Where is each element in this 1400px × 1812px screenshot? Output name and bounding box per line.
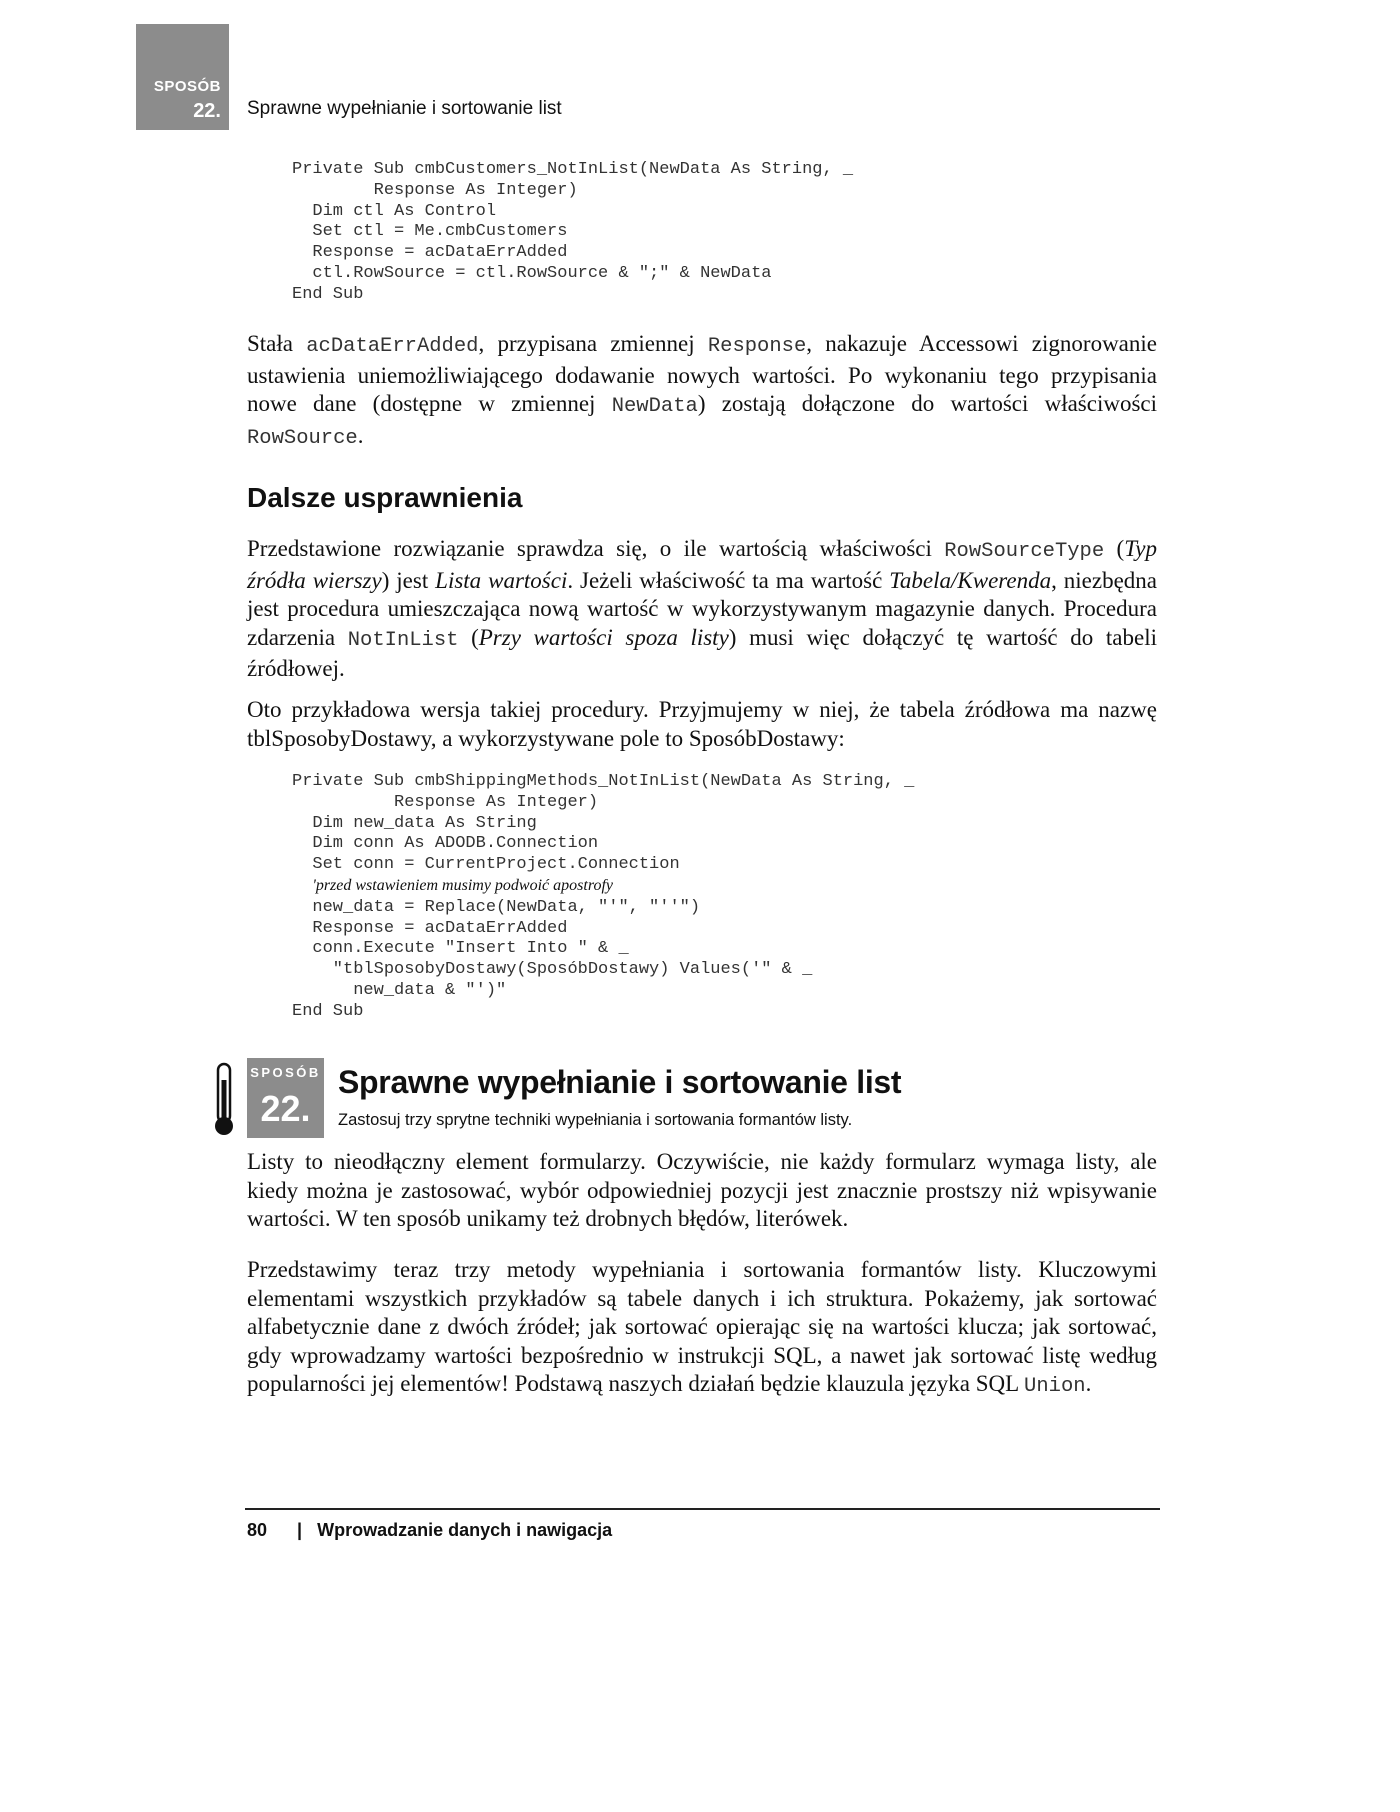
section-heading: Dalsze usprawnienia <box>247 482 523 513</box>
code-line: conn.Execute "Insert Into " & _ <box>292 939 629 959</box>
code-line: Dim new_data As String <box>292 813 537 833</box>
chapter-title: Wprowadzanie danych i nawigacja <box>317 1520 613 1540</box>
code-line: new_data & "')" <box>292 980 507 1000</box>
code-comment: 'przed wstawieniem musimy podwoić apostrofy <box>312 876 613 894</box>
page-number: 80 <box>247 1520 268 1540</box>
code-line: Private Sub cmbShippingMethods_NotInList(NewData As String, _ <box>292 772 915 791</box>
paragraph-lists-intro: Listy to nieodłączny element formularzy. Oczywiście, nie każdy formularz wymaga listy, ale kiedy można je zastosować, wybór odpowiedniej pozycji jest znacznie prostszy niż wpisywanie wartości. W ten sposób unikamy też drobnych błędów, literówek. <box>247 1149 1157 1231</box>
hack-subtitle: Zastosuj trzy sprytne techniki wypełniania i sortowania formantów listy. <box>338 1111 853 1129</box>
running-header-title: Sprawne wypełnianie i sortowanie list <box>247 98 562 119</box>
inline-code: NewData <box>611 395 698 418</box>
italic-term: Typ źródła wierszy <box>247 536 1157 593</box>
hack-badge <box>247 1058 324 1138</box>
italic-term: Lista wartości <box>435 567 568 593</box>
inline-code: acDataErrAdded <box>306 335 479 358</box>
code-listing-2 <box>292 772 914 1023</box>
hack-badge-number: 22. <box>260 1088 311 1129</box>
inline-code: Union <box>1024 1375 1086 1398</box>
hack-badge-label: SPOSÓB <box>250 1065 321 1080</box>
code-line: Set ctl = Me.cmbCustomers <box>292 222 568 242</box>
code-line: Response As Integer) <box>292 180 578 200</box>
code-line: Set conn = CurrentProject.Connection <box>292 855 680 875</box>
code-line: Response = acDataErrAdded <box>292 243 568 263</box>
inline-code: RowSource <box>247 426 358 450</box>
hack-title: Sprawne wypełnianie i sortowanie list <box>338 1064 902 1100</box>
paragraph-stala: Stała acDataErrAdded, przypisana zmiennej Response, nakazuje Accessowi zignorowanie ustawienia uniemożliwiającego dodawanie nowych wartości. Po wykonaniu tego przypisania nowe dane (dostępne w zmiennej NewData) zostają dołączone do wartości właściwości RowSource. <box>247 331 1158 450</box>
running-header-number: 22. <box>193 100 221 122</box>
italic-term: Tabela/Kwerenda <box>889 567 1052 593</box>
code-line: Dim ctl As Control <box>292 201 497 221</box>
footer <box>247 1520 612 1541</box>
paragraph-methods: Przedstawimy teraz trzy metody wypełniania i sortowania formantów listy. Kluczowymi elementami wszystkich przykładów są tabele danych i ich struktura. Pokażemy, jak sortować alfabetycznie dane z dwóch źródeł; jak sortować opierając się na wartości klucza; jak sortować, gdy wprowadzamy wartości bezpośrednio w instrukcji SQL, a nawet jak sortować listę według popularności jej elementów! Podstawą naszych działań będzie klauzula języka SQL Union. <box>247 1257 1157 1398</box>
footer-rule <box>245 1508 1160 1510</box>
code-line: Private Sub cmbCustomers_NotInList(NewData As String, _ <box>292 160 854 179</box>
inline-code: RowSourceType <box>944 540 1105 563</box>
running-header-tab <box>136 24 229 130</box>
paragraph-rowsourcetype: Przedstawione rozwiązanie sprawdza się, o ile wartością właściwości RowSourceType (Typ źródła wierszy) jest Lista wartości. Jeżeli właściwość ta ma wartość Tabela/Kwerenda, niezbędna jest procedura umieszczająca nową wartość w wykorzystywanym magazynie danych. Procedura zdarzenia NotInList (Przy wartości spoza listy) musi więc dołączyć tę wartość do tabeli źródłowej. <box>247 536 1157 681</box>
paragraph-example-intro: Oto przykładowa wersja takiej procedury. Przyjmujemy w niej, że tabela źródłowa ma nazwę tblSposobyDostawy, a wykorzystywane pole to SposóbDostawy: <box>247 697 1157 751</box>
code-line: Dim conn As ADODB.Connection <box>292 834 599 854</box>
italic-term: Przy wartości spoza listy <box>478 624 729 650</box>
inline-code: Response <box>707 335 807 358</box>
code-line: new_data = Replace(NewData, "'", "''") <box>292 897 701 917</box>
running-header-label: SPOSÓB <box>153 78 221 95</box>
code-line: ctl.RowSource = ctl.RowSource & ";" & NewData <box>292 263 772 283</box>
thermometer-icon <box>213 1062 235 1138</box>
code-listing-1 <box>292 160 853 306</box>
code-line: Response = acDataErrAdded <box>292 918 568 938</box>
code-line: "tblSposobyDostawy(SposóbDostawy) Values('" & _ <box>292 960 813 980</box>
footer-separator: | <box>297 1520 303 1540</box>
code-line: End Sub <box>292 284 364 304</box>
code-line: Response As Integer) <box>292 792 599 812</box>
code-line: End Sub <box>292 1001 364 1021</box>
inline-code: NotInList <box>347 628 459 652</box>
